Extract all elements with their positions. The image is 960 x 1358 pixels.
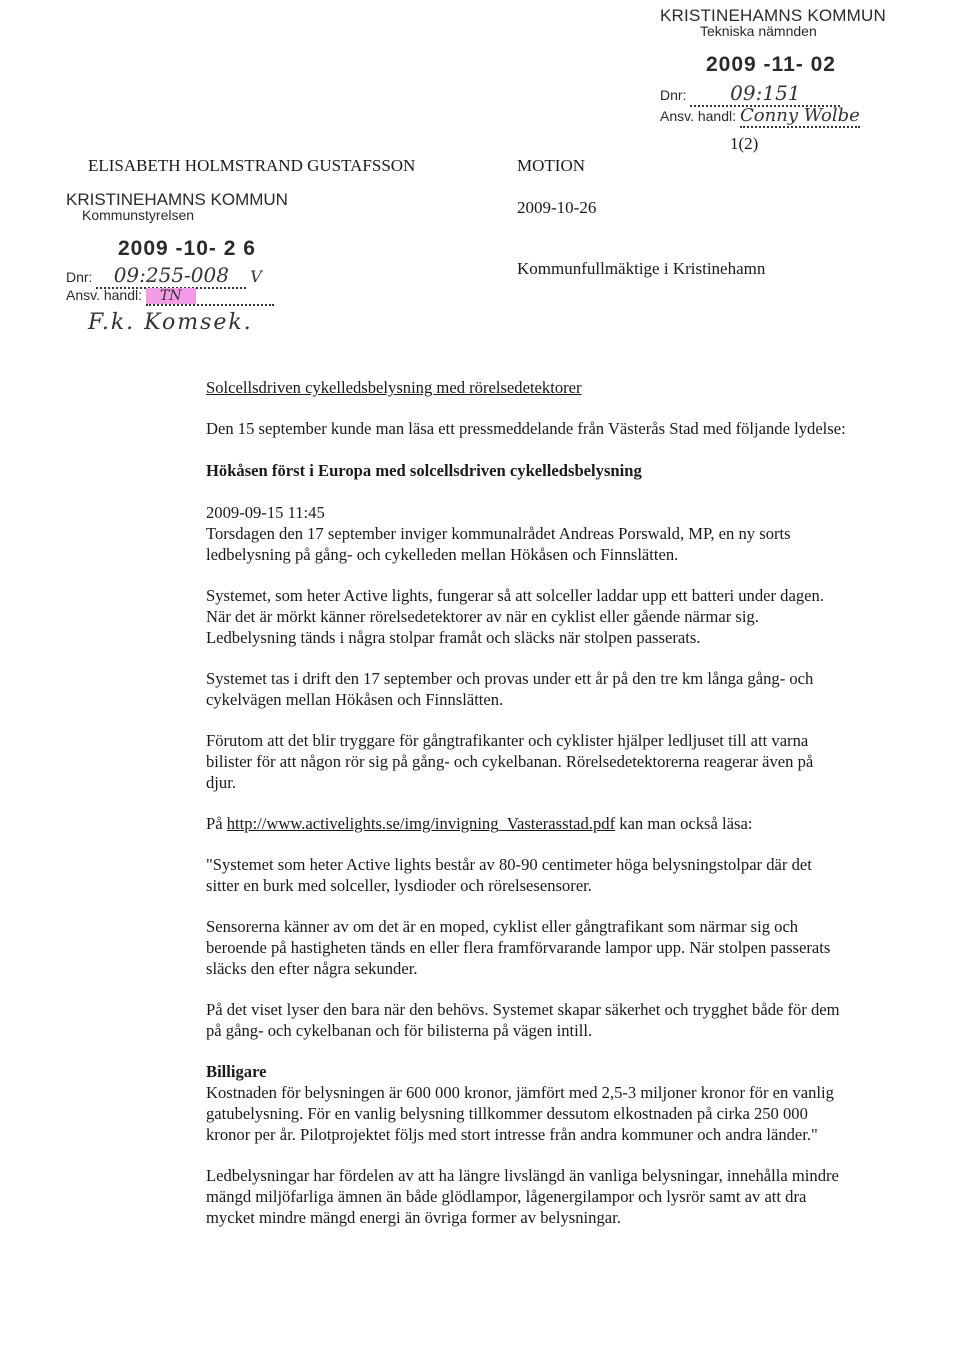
stamp-left-dept: Kommunstyrelsen: [82, 207, 195, 223]
paragraph-trial: Systemet tas i drift den 17 september och provas under ett år på den tre km långa gång- och cykelvägen mellan Hökåsen och Finnslätten.: [206, 669, 814, 709]
stamp-ansv-value: Conny Wolbe: [740, 105, 860, 126]
stamp-dept: Tekniska nämnden: [700, 23, 817, 39]
received-stamp-top: [660, 6, 940, 128]
stamp-left-dnr-label: Dnr:: [66, 269, 93, 285]
stamp-left-ansv-label: Ansv. handl:: [66, 287, 143, 303]
author-name: ELISABETH HOLMSTRAND GUSTAFSSON: [88, 156, 416, 175]
paragraph-link: [206, 813, 846, 834]
paragraph-system: Systemet, som heter Active lights, fungerar så att solceller laddar upp ett batteri under dagen. När det är mörkt känner rörelsedetektorer av när en cyklist eller gående närmar sig. Ledbelysning tänds i några stolpar framåt och släcks när stolpen passerats.: [206, 586, 824, 647]
handwritten-note: F.k. Komsek.: [88, 310, 253, 335]
stamp-ansv-label: Ansv. handl:: [660, 108, 737, 124]
stamp-dnr-label: Dnr:: [660, 87, 687, 103]
stamp-left-org: KRISTINEHAMNS KOMMUN: [66, 190, 288, 209]
document-type: MOTION: [517, 156, 585, 175]
stamp-org: KRISTINEHAMNS KOMMUN: [660, 6, 886, 25]
stamp-dnr-value: 09:151: [690, 81, 840, 107]
stamp-left-ansv-value: TN: [146, 288, 196, 304]
press-timestamp: 2009-09-15 11:45: [206, 503, 325, 522]
link-prefix: På: [206, 814, 227, 833]
recipient: Kommunfullmäktige i Kristinehamn: [517, 259, 766, 278]
motion-title: Solcellsdriven cykelledsbelysning med rörelsedetektorer: [206, 378, 582, 397]
paragraph-inauguration: Torsdagen den 17 september inviger kommunalrådet Andreas Porswald, MP, en ny sorts ledbelysning på gång- och cykelleden mellan Hökåsen och Finnslätten.: [206, 524, 791, 564]
press-subheading: Hökåsen först i Europa med solcellsdriven cykelledsbelysning: [206, 461, 642, 480]
motion-body: [206, 377, 846, 1228]
paragraph-efficiency: På det viset lyser den bara när den behövs. Systemet skapar säkerhet och trygghet både för dem på gång- och cykelbanan och för bilisterna på vägen intill.: [206, 1000, 840, 1040]
paragraph-conclusion: Ledbelysningar har fördelen av att ha längre livslängd än vanliga belysningar, innehålla mindre mängd miljöfarliga ämnen än både glödlampor, lågenergilampor och lysrör samt av att dra mycket mindre mängd energi än övriga former av belysningar.: [206, 1166, 839, 1227]
paragraph-sensors: Sensorerna känner av om det är en moped, cyklist eller gångtrafikant som närmar sig och beroende på hastigheten tänds en eller flera framförvarande lampor upp. När stolpen passerats släcks den efter några sekunder.: [206, 917, 831, 978]
link-suffix: kan man också läsa:: [615, 814, 753, 833]
stamp-left-ansv-row: [66, 287, 346, 306]
paragraph-intro: Den 15 september kunde man läsa ett pressmeddelande från Västerås Stad med följande lydelse:: [206, 419, 846, 438]
stamp-date: 2009 -11- 02: [706, 53, 836, 76]
activelights-link[interactable]: http://www.activelights.se/img/invigning_Vasterasstad.pdf: [226, 814, 616, 833]
registration-stamp-left: [66, 190, 346, 335]
billigare-heading: Billigare: [206, 1062, 267, 1081]
stamp-dnr-row: [660, 81, 940, 107]
stamp-left-dnr-value: 09:255-008: [96, 263, 246, 289]
paragraph-safety: Förutom att det blir tryggare för gångtrafikanter och cyklister hjälper ledljuset till att varna bilister för att någon rör sig på gång- och cykelbanan. Rörelsedetektorerna reagerar även på djur.: [206, 731, 814, 792]
document-date: 2009-10-26: [517, 198, 597, 217]
check-mark: V: [250, 267, 262, 286]
page-number: 1(2): [730, 134, 759, 153]
stamp-left-dnr-row: [66, 263, 346, 289]
stamp-ansv-row: [660, 105, 940, 128]
stamp-left-date: 2009 -10- 2 6: [118, 237, 256, 260]
stamp-left-ansv-field: [146, 287, 274, 306]
paragraph-cost: Kostnaden för belysningen är 600 000 kronor, jämfört med 2,5-3 miljoner kronor för en vanlig gatubelysning. För en vanlig belysning tillkommer dessutom elkostnaden på cirka 250 000 kronor per år. Pilotprojektet följs med stort intresse från andra kommuner och andra länder.": [206, 1083, 834, 1144]
paragraph-quote-start: "Systemet som heter Active lights består av 80-90 centimeter höga belysningstolpar där det sitter en burk med solceller, lysdioder och rörelsesensorer.: [206, 855, 812, 895]
